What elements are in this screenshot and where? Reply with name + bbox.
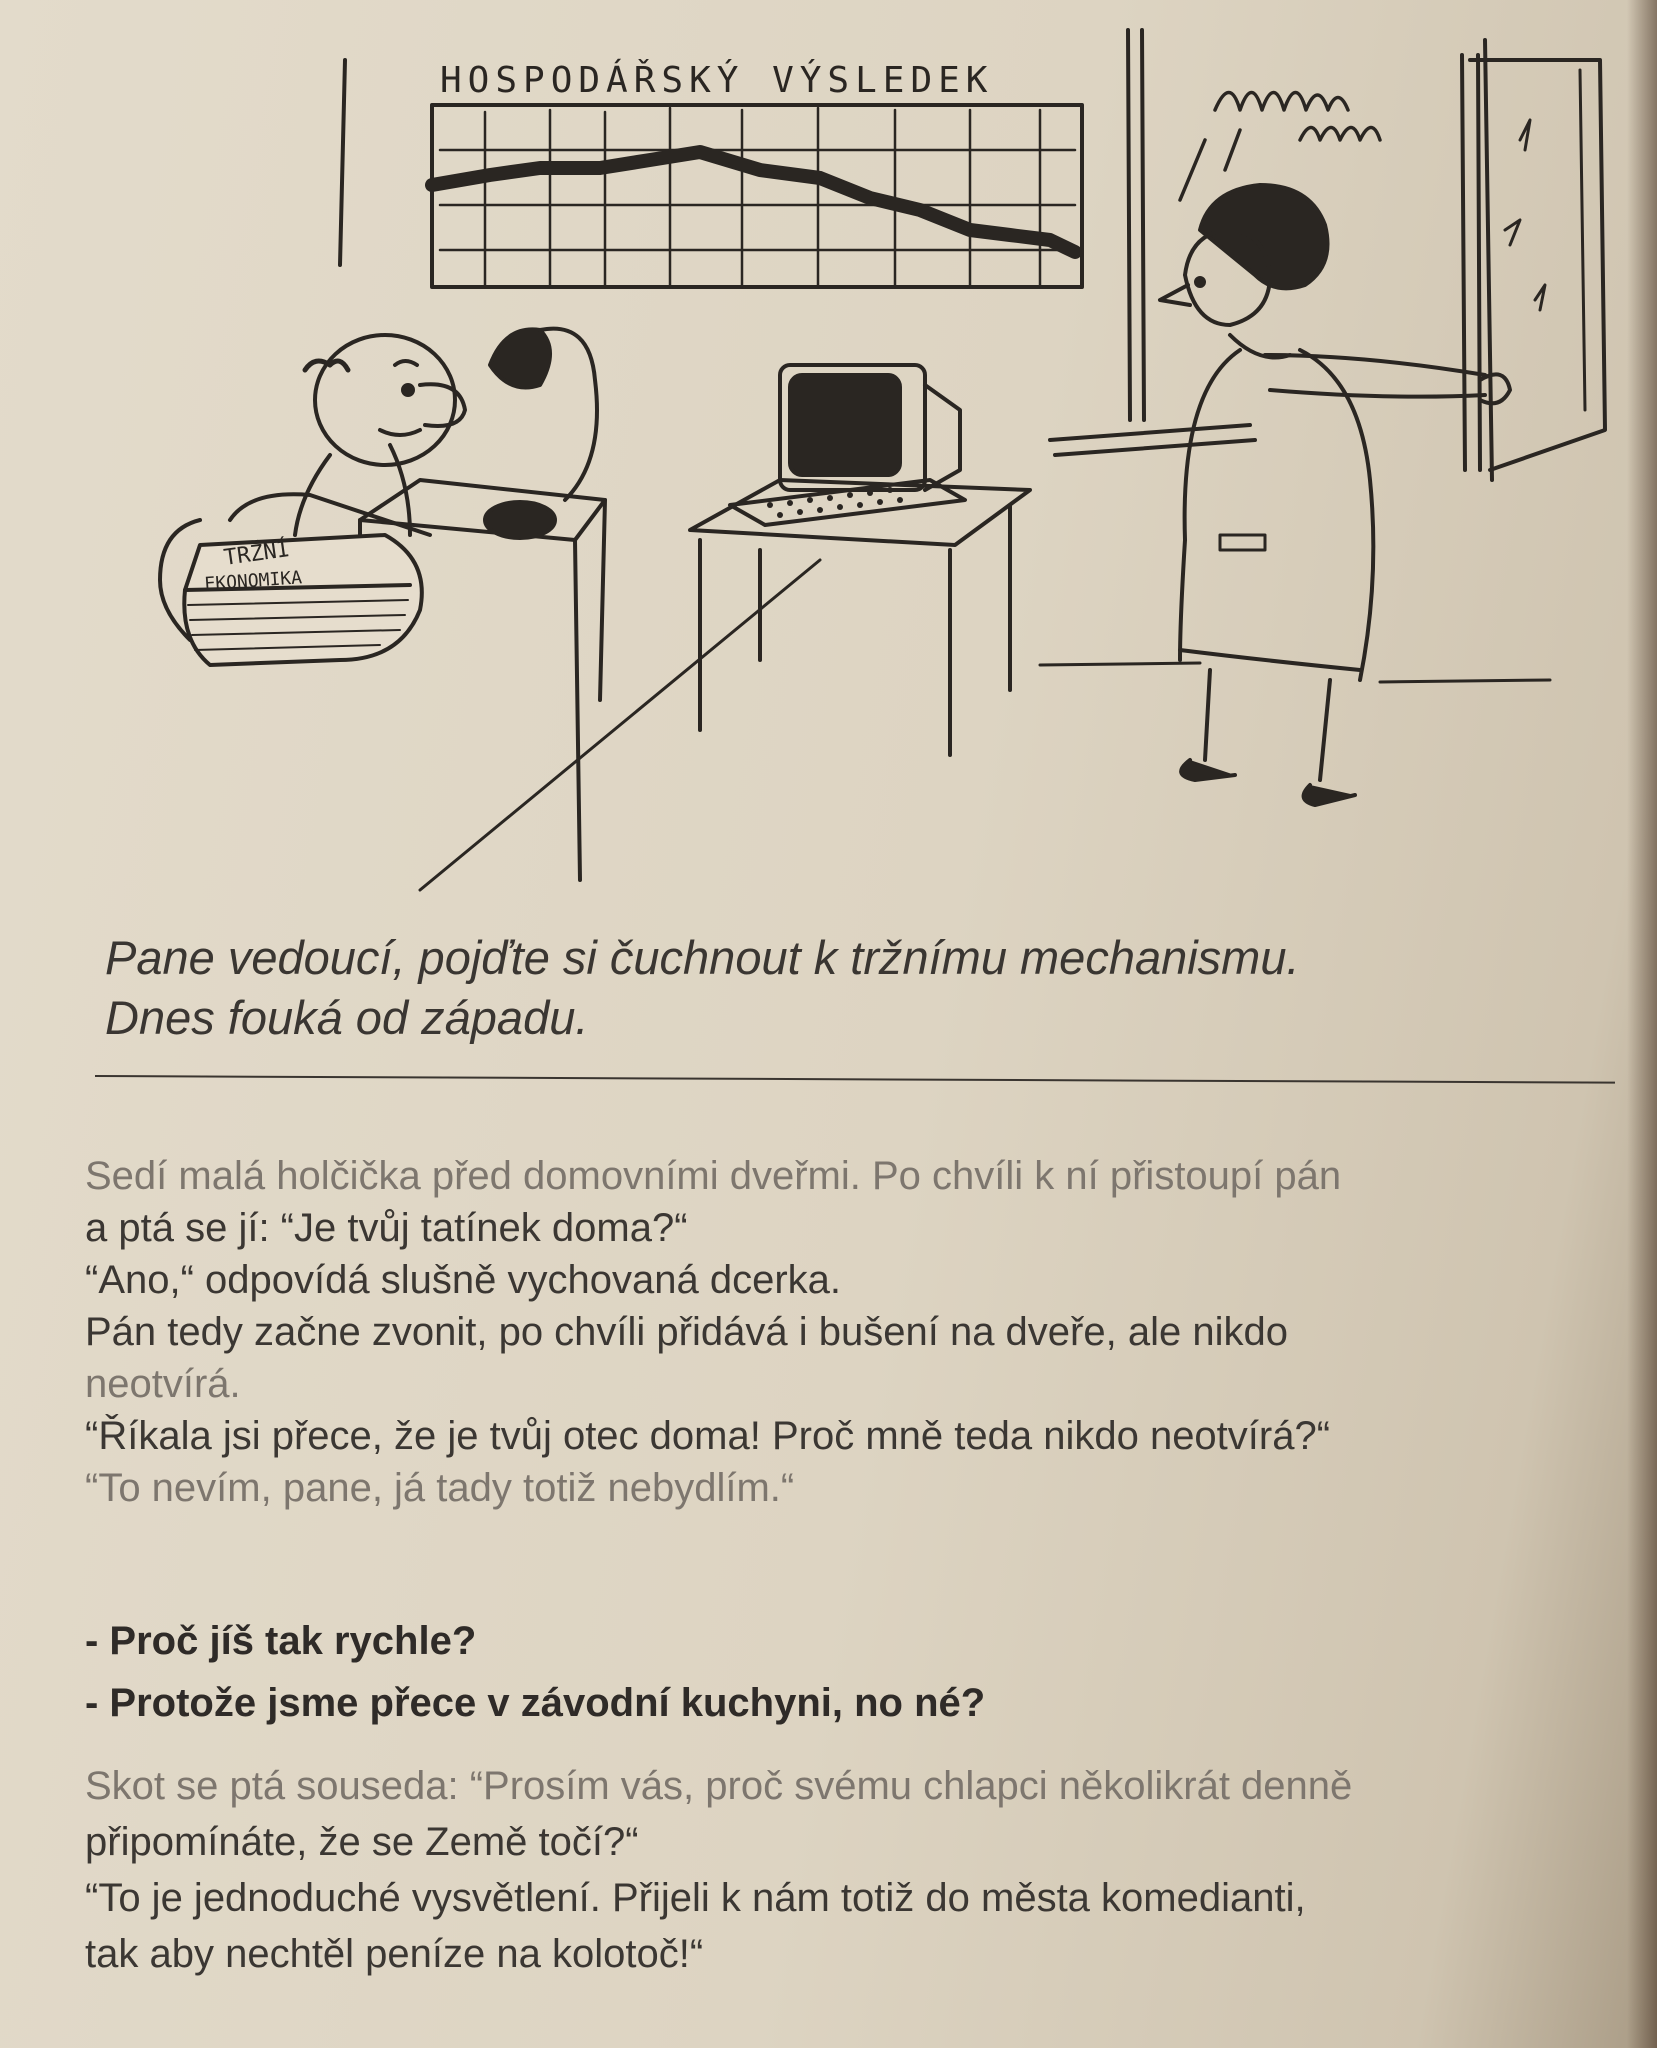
computer-desk (690, 480, 1030, 755)
text-line: “Ano,“ odpovídá slušně vychovaná dcerka. (85, 1258, 841, 1302)
text-line: “To nevím, pane, já tady totiž nebydlím.“ (85, 1466, 795, 1510)
desk (360, 480, 605, 880)
text-line: neotvírá. (85, 1362, 241, 1406)
cartoon-caption (105, 928, 1625, 1048)
chart-grid (440, 108, 1075, 285)
page-shadow (1627, 0, 1657, 2048)
cartoon-illustration (0, 0, 1657, 900)
book-title-line1: TRŽNÍ (222, 536, 292, 571)
wall-chart (432, 59, 1082, 287)
caption-line: Pane vedoucí, pojďte si čuchnout k tržnímu mechanismu. (105, 931, 1300, 984)
text-line: Skot se ptá souseda: “Prosím vás, proč svému chlapci několikrát denně (85, 1764, 1353, 1808)
divider-rule (95, 1075, 1615, 1084)
joke-scot (85, 1758, 1645, 1982)
text-line: a ptá se jí: “Je tvůj tatínek doma?“ (85, 1206, 688, 1250)
book-title-line2: EKONOMIKA (203, 567, 303, 595)
text-line: tak aby nechtěl peníze na kolotoč!“ (85, 1932, 704, 1976)
text-line: Sedí malá holčička před domovními dveřmi. Po chvíli k ní přistoupí pán (85, 1154, 1342, 1198)
text-line: Pán tedy začne zvonit, po chvíli přidává i bušení na dveře, ale nikdo (85, 1310, 1288, 1354)
joke-canteen (85, 1610, 1645, 1734)
text-line: “To je jednoduché vysvětlení. Přijeli k nám totiž do města komedianti, (85, 1876, 1306, 1920)
text-line: “Říkala jsi přece, že je tvůj otec doma! Proč mně teda nikdo neotvírá?“ (85, 1414, 1331, 1458)
caption-line: Dnes fouká od západu. (105, 991, 589, 1044)
chart-line (432, 152, 1075, 252)
joke-girl-at-door (85, 1150, 1645, 1514)
desk-lamp (485, 329, 597, 538)
chart-title: HOSPODÁŘSKÝ VÝSLEDEK (440, 60, 994, 101)
text-line: připomínáte, že se Země točí?“ (85, 1820, 639, 1864)
dialogue-line: - Proč jíš tak rychle? (85, 1619, 477, 1663)
secretary-figure (1160, 185, 1510, 805)
computer (730, 365, 965, 525)
dialogue-line: - Protože jsme přece v závodní kuchyni, no né? (85, 1681, 986, 1725)
book (184, 535, 422, 665)
